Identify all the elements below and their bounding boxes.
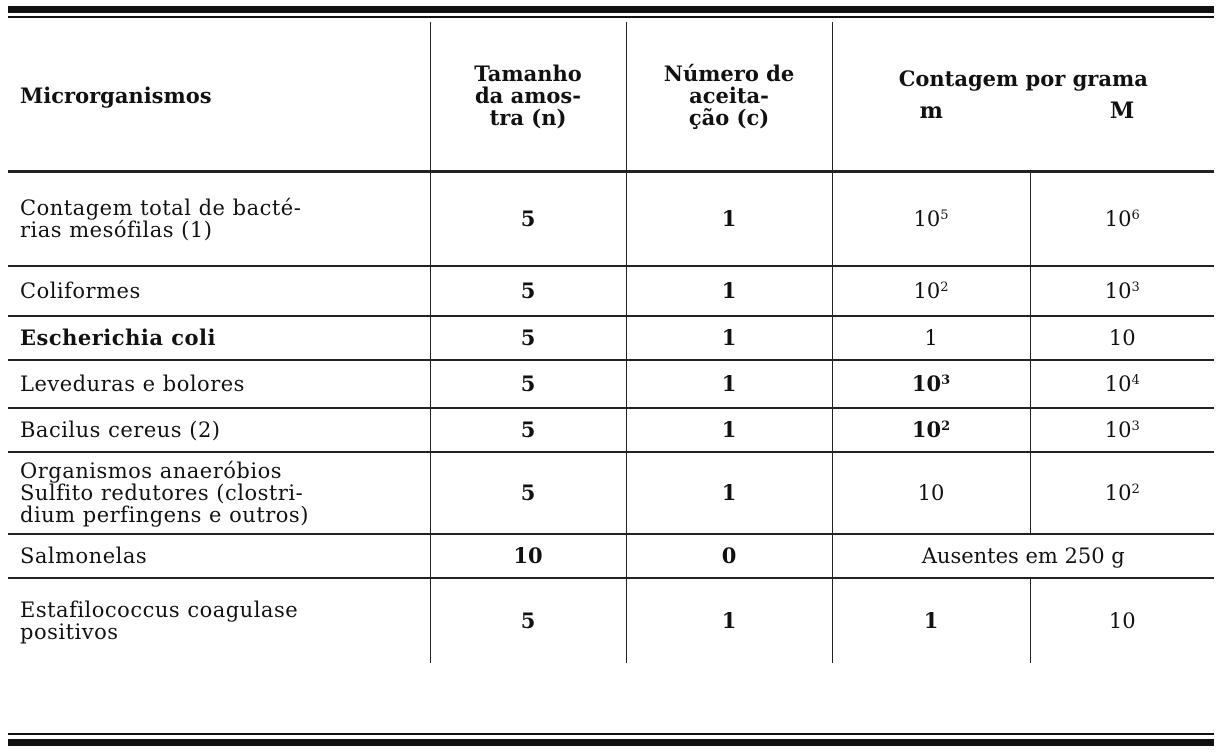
- header-sample-size: Tamanho da amos- tra (n): [430, 22, 626, 172]
- header-microorganisms: Microrganismos: [8, 22, 430, 172]
- row-m: 10: [832, 452, 1030, 534]
- table-row: [8, 172, 1214, 267]
- row-m: 1: [832, 578, 1030, 663]
- row-M: 10: [1030, 316, 1214, 360]
- row-c: 1: [626, 452, 832, 534]
- table-row: [8, 452, 1214, 534]
- row-merged-count: Ausentes em 250 g: [832, 534, 1214, 578]
- row-name: Leveduras e bolores: [8, 360, 430, 408]
- row-M: $10^6$: [1030, 172, 1214, 267]
- bottom-rule-thin: [8, 733, 1214, 735]
- row-c: 0: [626, 534, 832, 578]
- row-name: Salmonelas: [8, 534, 430, 578]
- row-n: 10: [430, 534, 626, 578]
- row-n: 5: [430, 452, 626, 534]
- row-n: 5: [430, 172, 626, 267]
- row-m: 1: [832, 316, 1030, 360]
- row-n: 5: [430, 408, 626, 452]
- row-m: $10^3$: [832, 360, 1030, 408]
- row-c: 1: [626, 316, 832, 360]
- top-rule: [8, 6, 1214, 13]
- row-M: $10^3$: [1030, 408, 1214, 452]
- header-m: m: [832, 96, 1030, 172]
- row-m: $10^2$: [832, 408, 1030, 452]
- header-M: M: [1030, 96, 1214, 172]
- row-c: 1: [626, 360, 832, 408]
- row-n: 5: [430, 316, 626, 360]
- row-M: $10^3$: [1030, 266, 1214, 316]
- row-name: Estafilococcus coagulase positivos: [8, 578, 430, 663]
- row-M: $10^4$: [1030, 360, 1214, 408]
- table-row: [8, 534, 1214, 578]
- row-m: $10^2$: [832, 266, 1030, 316]
- table-row: [8, 408, 1214, 452]
- table-row: [8, 266, 1214, 316]
- top-rule-thin: [8, 16, 1214, 18]
- row-M: 10: [1030, 578, 1214, 663]
- row-M: $10^2$: [1030, 452, 1214, 534]
- row-c: 1: [626, 266, 832, 316]
- row-c: 1: [626, 578, 832, 663]
- row-c: 1: [626, 172, 832, 267]
- row-name: Contagem total de bacté- rias mesófilas (1): [20, 196, 302, 242]
- table-row: [8, 360, 1214, 408]
- row-c: 1: [626, 408, 832, 452]
- row-n: 5: [430, 578, 626, 663]
- row-name: Organismos anaeróbios Sulfito redutores (clostri- dium perfingens e outros): [8, 452, 430, 534]
- header-acceptance-number: Número de aceita- ção (c): [626, 22, 832, 172]
- row-name: Escherichia coli: [8, 316, 430, 360]
- row-name: Bacilus cereus (2): [8, 408, 430, 452]
- row-m: $10^5$: [832, 172, 1030, 267]
- row-n: 5: [430, 360, 626, 408]
- bottom-rule: [8, 739, 1214, 746]
- header-count-per-gram: Contagem por grama: [832, 22, 1214, 96]
- table-row: [8, 578, 1214, 663]
- row-n: 5: [430, 266, 626, 316]
- table-row: [8, 316, 1214, 360]
- microbiology-criteria-table: [8, 22, 1214, 663]
- row-name: Coliformes: [8, 266, 430, 316]
